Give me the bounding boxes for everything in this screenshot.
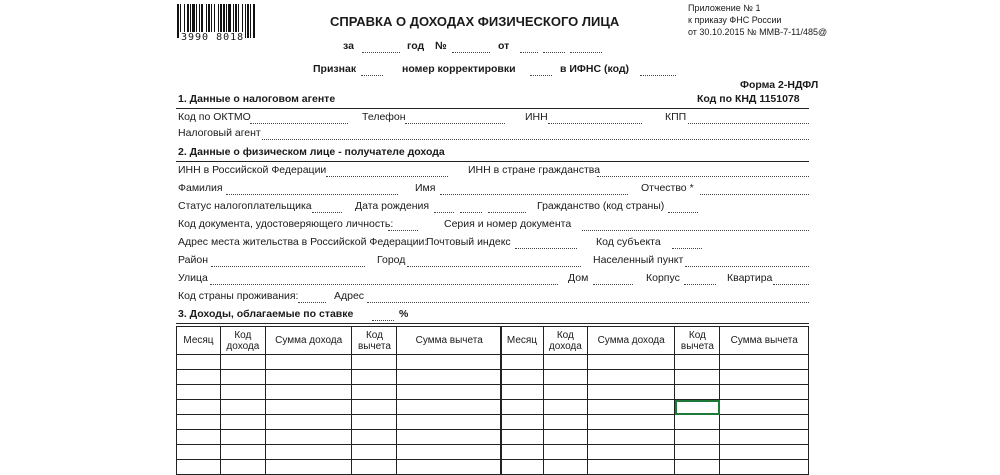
barcode-bar <box>250 4 251 38</box>
table-cell[interactable] <box>265 460 352 475</box>
table-row <box>501 460 809 475</box>
column-header <box>265 327 352 355</box>
section1-divider <box>176 108 809 109</box>
column-header <box>720 327 809 355</box>
table-row <box>501 355 809 370</box>
label-building: Корпус <box>646 272 680 284</box>
table-cell[interactable] <box>543 430 587 445</box>
label-city: Город <box>377 254 406 266</box>
field-priznak[interactable] <box>361 75 383 76</box>
label-inn-citizenship: ИНН в стране гражданства <box>468 164 601 176</box>
table-cell[interactable] <box>397 385 502 400</box>
table-cell[interactable] <box>352 385 397 400</box>
table-cell[interactable] <box>265 370 352 385</box>
column-header <box>501 327 544 355</box>
label-street: Улица <box>178 272 208 284</box>
label-citizenship: Гражданство (код страны) <box>537 200 665 212</box>
field-date-month[interactable] <box>543 52 565 53</box>
label-district: Район <box>178 254 208 266</box>
field-birth-month[interactable] <box>460 212 482 213</box>
section1-title: 1. Данные о налоговом агенте <box>178 93 336 105</box>
table-cell[interactable] <box>543 460 587 475</box>
label-first-name: Имя <box>415 182 436 194</box>
table-cell[interactable] <box>587 400 675 415</box>
label-address: Адрес <box>334 290 365 302</box>
label-oktmo: Код по ОКТМО <box>178 111 251 123</box>
column-header-line-1: Месяц <box>183 335 214 346</box>
column-header-line-1: Месяц <box>506 335 538 346</box>
table-cell[interactable] <box>675 415 720 430</box>
table-cell[interactable] <box>265 430 352 445</box>
field-surname[interactable] <box>226 194 398 195</box>
table-row <box>501 400 809 415</box>
table-cell[interactable] <box>220 400 265 415</box>
table-row <box>177 430 502 445</box>
table-cell[interactable] <box>501 370 544 385</box>
field-date-year[interactable] <box>570 52 602 53</box>
label-god: год <box>407 40 425 52</box>
income-table-left <box>176 326 502 475</box>
table-row <box>501 445 809 460</box>
page-title: СПРАВКА О ДОХОДАХ ФИЗИЧЕСКОГО ЛИЦА <box>330 14 620 29</box>
column-header-line-2: дохода <box>226 340 260 352</box>
table-cell[interactable] <box>587 415 675 430</box>
table-cell[interactable] <box>501 385 544 400</box>
label-inn-rf: ИНН в Российской Федерации <box>178 164 327 176</box>
table-row <box>501 415 809 430</box>
column-header-line-1: Сумма вычета <box>730 335 798 346</box>
table-row <box>501 430 809 445</box>
column-header-line-1: Сумма дохода <box>275 335 343 346</box>
table-cell[interactable] <box>543 415 587 430</box>
table-cell[interactable] <box>177 415 221 430</box>
table-cell[interactable] <box>352 460 397 475</box>
table-cell[interactable] <box>587 370 675 385</box>
table-cell[interactable] <box>501 355 544 370</box>
table-cell[interactable] <box>675 430 720 445</box>
table-cell[interactable] <box>501 415 544 430</box>
label-ot: от <box>498 40 510 52</box>
table-row <box>177 460 502 475</box>
form-name: Форма 2-НДФЛ <box>740 79 819 91</box>
table-cell[interactable] <box>720 370 809 385</box>
column-header-line-1: Код <box>556 329 574 341</box>
table-cell[interactable] <box>720 415 809 430</box>
label-house: Дом <box>568 272 589 284</box>
column-header <box>177 327 221 355</box>
label-correction-number: номер корректировки <box>402 63 516 75</box>
field-oktmo[interactable] <box>250 123 348 124</box>
label-doc-code: Код документа, удостоверяющего личность: <box>178 218 394 230</box>
column-header <box>543 327 587 355</box>
label-postcode: Почтовый индекс <box>426 236 511 248</box>
column-header-line-2: дохода <box>548 340 582 352</box>
table-cell[interactable] <box>720 445 809 460</box>
label-za: за <box>343 40 354 52</box>
field-birth-year[interactable] <box>488 212 526 213</box>
table-cell[interactable] <box>587 460 675 475</box>
field-address[interactable] <box>367 302 809 303</box>
table-row <box>177 400 502 415</box>
field-doc-code[interactable] <box>388 230 418 231</box>
label-locality: Населенный пункт <box>593 254 684 266</box>
table-cell[interactable] <box>543 355 587 370</box>
table-cell-selected[interactable] <box>675 400 720 415</box>
label-flat: Квартира <box>727 272 773 284</box>
table-cell[interactable] <box>220 355 265 370</box>
label-agent-inn: ИНН <box>525 111 548 123</box>
label-surname: Фамилия <box>178 182 223 194</box>
field-first-name[interactable] <box>440 194 628 195</box>
field-district[interactable] <box>211 266 365 267</box>
field-taxpayer-status[interactable] <box>312 212 342 213</box>
table-header-row <box>177 327 502 355</box>
column-header <box>220 327 265 355</box>
field-phone[interactable] <box>405 123 505 124</box>
table-cell[interactable] <box>720 355 809 370</box>
label-tax-agent: Налоговый агент <box>178 127 261 139</box>
field-citizenship[interactable] <box>668 212 698 213</box>
field-inn-citizenship[interactable] <box>597 176 809 177</box>
label-country-residence: Код страны проживания: <box>178 290 299 302</box>
table-cell[interactable] <box>265 400 352 415</box>
table-cell[interactable] <box>397 355 502 370</box>
column-header-line-1: Код <box>688 329 706 341</box>
table-cell[interactable] <box>501 400 544 415</box>
table-cell[interactable] <box>543 400 587 415</box>
table-cell[interactable] <box>352 430 397 445</box>
table-cell[interactable] <box>220 385 265 400</box>
table-cell[interactable] <box>587 445 675 460</box>
label-taxpayer-status: Статус налогоплательщика <box>178 200 312 212</box>
field-birth-day[interactable] <box>434 212 454 213</box>
table-cell[interactable] <box>720 400 809 415</box>
table-cell[interactable] <box>397 415 502 430</box>
table-cell[interactable] <box>220 430 265 445</box>
table-cell[interactable] <box>177 370 221 385</box>
appendix-line-2: к приказу ФНС России <box>688 15 782 25</box>
barcode-bar <box>247 4 249 38</box>
column-header <box>675 327 720 355</box>
field-doc-series[interactable] <box>582 230 809 231</box>
table-cell[interactable] <box>352 445 397 460</box>
field-correction-number[interactable] <box>530 75 552 76</box>
label-address-rf: Адрес места жительства в Российской Федерации: <box>178 236 428 248</box>
field-city[interactable] <box>407 266 581 267</box>
section2-title: 2. Данные о физическом лице - получателе дохода <box>178 146 445 158</box>
table-cell[interactable] <box>675 370 720 385</box>
table-cell[interactable] <box>220 445 265 460</box>
column-header-line-1: Сумма дохода <box>597 335 665 346</box>
table-cell[interactable] <box>177 460 221 475</box>
table-cell[interactable] <box>352 355 397 370</box>
barcode-number: 3990 8018 <box>181 32 245 43</box>
label-number-sign: № <box>435 40 447 52</box>
column-header <box>397 327 502 355</box>
table-cell[interactable] <box>397 460 502 475</box>
table-cell[interactable] <box>265 445 352 460</box>
section3-title: 3. Доходы, облагаемые по ставке <box>178 308 354 320</box>
appendix-line-3: от 30.10.2015 № ММВ-7-11/485@ <box>688 27 828 37</box>
table-cell[interactable] <box>397 400 502 415</box>
column-header-line-1: Код <box>234 329 252 341</box>
label-phone: Телефон <box>362 111 406 123</box>
table-cell[interactable] <box>220 370 265 385</box>
table-cell[interactable] <box>397 370 502 385</box>
label-region-code: Код субъекта <box>596 236 661 248</box>
field-house[interactable] <box>593 284 633 285</box>
field-patronymic[interactable] <box>700 194 809 195</box>
table-cell[interactable] <box>177 430 221 445</box>
field-flat[interactable] <box>773 284 809 285</box>
field-building[interactable] <box>684 284 716 285</box>
column-header <box>352 327 397 355</box>
field-country-residence[interactable] <box>298 302 326 303</box>
field-tax-agent[interactable] <box>262 139 809 140</box>
table-row <box>177 385 502 400</box>
label-ifns-code: в ИФНС (код) <box>560 63 630 75</box>
table-cell[interactable] <box>543 445 587 460</box>
table-cell[interactable] <box>220 460 265 475</box>
table-row <box>501 385 809 400</box>
table-cell[interactable] <box>675 385 720 400</box>
field-tax-rate[interactable] <box>372 320 394 321</box>
field-region-code[interactable] <box>672 248 702 249</box>
column-header-line-1: Код <box>365 329 383 341</box>
field-locality[interactable] <box>685 266 809 267</box>
table-header-row <box>501 327 809 355</box>
table-cell[interactable] <box>720 385 809 400</box>
table-cell[interactable] <box>501 445 544 460</box>
table-cell[interactable] <box>397 430 502 445</box>
table-cell[interactable] <box>587 430 675 445</box>
field-date-day[interactable] <box>520 52 538 53</box>
field-inn-rf[interactable] <box>326 176 448 177</box>
table-cell[interactable] <box>177 385 221 400</box>
table-cell[interactable] <box>352 415 397 430</box>
table-cell[interactable] <box>352 400 397 415</box>
table-cell[interactable] <box>265 355 352 370</box>
field-agent-inn[interactable] <box>548 123 642 124</box>
income-table-right <box>500 326 809 475</box>
table-cell[interactable] <box>675 460 720 475</box>
table-row <box>177 370 502 385</box>
label-percent: % <box>399 308 409 320</box>
table-cell[interactable] <box>177 445 221 460</box>
label-doc-series: Серия и номер документа <box>444 218 572 230</box>
table-cell[interactable] <box>543 385 587 400</box>
table-cell[interactable] <box>220 415 265 430</box>
table-row <box>177 415 502 430</box>
table-cell[interactable] <box>397 445 502 460</box>
label-priznak: Признак <box>313 63 357 75</box>
field-year[interactable] <box>362 52 400 53</box>
field-number[interactable] <box>452 52 490 53</box>
table-cell[interactable] <box>675 445 720 460</box>
column-header-line-2: вычета <box>357 340 391 352</box>
table-cell[interactable] <box>720 460 809 475</box>
table-cell[interactable] <box>265 385 352 400</box>
section3-divider <box>176 323 809 324</box>
table-cell[interactable] <box>501 460 544 475</box>
table-cell[interactable] <box>587 355 675 370</box>
column-header <box>587 327 675 355</box>
form-knd-code: Код по КНД 1151078 <box>697 93 800 105</box>
table-cell[interactable] <box>543 370 587 385</box>
table-row <box>177 445 502 460</box>
column-header-line-2: вычета <box>680 340 714 352</box>
table-cell[interactable] <box>352 370 397 385</box>
table-row <box>177 355 502 370</box>
table-cell[interactable] <box>177 355 221 370</box>
table-cell[interactable] <box>720 430 809 445</box>
field-ifns-code[interactable] <box>640 75 676 76</box>
label-patronymic: Отчество * <box>641 182 694 194</box>
barcode-bar <box>177 4 179 38</box>
barcode-bar <box>253 4 255 38</box>
label-kpp: КПП <box>665 111 687 123</box>
field-postcode[interactable] <box>515 248 577 249</box>
table-row <box>501 370 809 385</box>
field-kpp[interactable] <box>688 123 809 124</box>
table-cell[interactable] <box>587 385 675 400</box>
appendix-note <box>688 2 827 38</box>
field-street[interactable] <box>210 284 558 285</box>
section2-divider <box>176 161 809 162</box>
table-cell[interactable] <box>265 415 352 430</box>
column-header-line-1: Сумма вычета <box>415 335 483 346</box>
table-cell[interactable] <box>501 430 544 445</box>
label-birth-date: Дата рождения <box>355 200 430 212</box>
table-cell[interactable] <box>675 355 720 370</box>
appendix-line-1: Приложение № 1 <box>688 3 761 13</box>
table-cell[interactable] <box>177 400 221 415</box>
